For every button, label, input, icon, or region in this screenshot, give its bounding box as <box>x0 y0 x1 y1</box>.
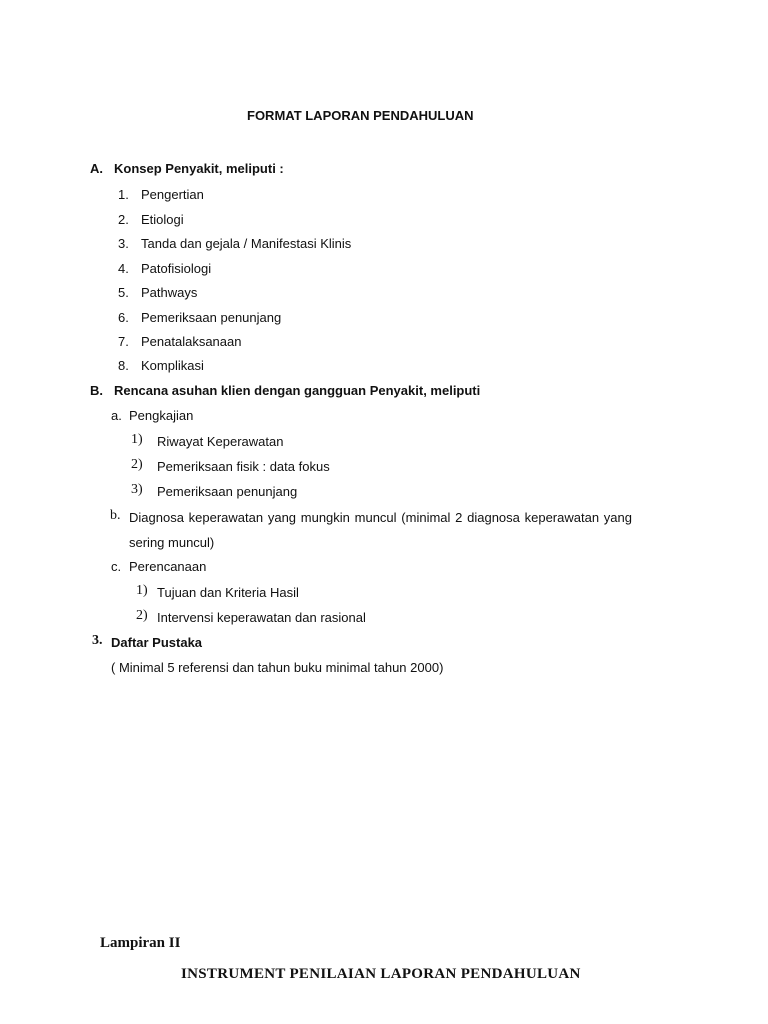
list-item: Penatalaksanaan <box>141 334 242 349</box>
sub-b-text-line2: sering muncul) <box>129 535 215 550</box>
list-item-number: 2. <box>118 212 129 227</box>
section-3-marker: 3. <box>92 633 103 648</box>
section-a-heading: Konsep Penyakit, meliputi : <box>114 161 284 176</box>
list-item: Etiologi <box>141 212 184 227</box>
list-item: Patofisiologi <box>141 261 212 276</box>
sub-c-text: Perencanaan <box>129 559 207 574</box>
sub-b-text-line1: Diagnosa keperawatan yang mungkin muncul (minimal 2 diagnosa keperawatan yang <box>129 510 632 525</box>
list-item-number: 3. <box>118 236 129 251</box>
list-item-number: 1) <box>131 432 143 447</box>
list-item-number: 4. <box>118 261 129 276</box>
list-item: Pemeriksaan penunjang <box>157 484 298 499</box>
list-item-number: 8. <box>118 358 129 373</box>
list-item-number: 1. <box>118 187 129 202</box>
sub-c-marker: c. <box>111 559 122 574</box>
lampiran-label: Lampiran II <box>100 935 181 951</box>
list-item: Komplikasi <box>141 358 204 373</box>
list-item: Riwayat Keperawatan <box>157 434 284 449</box>
list-item: Pathways <box>141 285 198 300</box>
sub-a-text: Pengkajian <box>129 408 194 423</box>
list-item: Pemeriksaan penunjang <box>141 310 282 325</box>
sub-b-marker: b. <box>110 508 121 523</box>
section-3-heading: Daftar Pustaka <box>111 635 203 650</box>
section-b-heading: Rencana asuhan klien dengan gangguan Penyakit, meliputi <box>114 383 481 398</box>
list-item: Pemeriksaan fisik : data fokus <box>157 459 330 474</box>
list-item-number: 7. <box>118 334 129 349</box>
list-item-number: 1) <box>136 583 148 598</box>
document-title: FORMAT LAPORAN PENDAHULUAN <box>247 108 474 123</box>
instrument-title: INSTRUMENT PENILAIAN LAPORAN PENDAHULUAN <box>181 966 581 982</box>
sub-a-marker: a. <box>111 408 122 423</box>
section-b-marker: B. <box>90 383 103 398</box>
list-item: Tujuan dan Kriteria Hasil <box>157 585 299 600</box>
list-item: Pengertian <box>141 187 204 202</box>
list-item-number: 6. <box>118 310 129 325</box>
list-item-number: 2) <box>136 608 148 623</box>
list-item-number: 2) <box>131 457 143 472</box>
list-item: Intervensi keperawatan dan rasional <box>157 610 366 625</box>
section-a-marker: A. <box>90 161 103 176</box>
list-item-number: 3) <box>131 482 143 497</box>
section-3-note: ( Minimal 5 referensi dan tahun buku minimal tahun 2000) <box>111 660 444 675</box>
list-item: Tanda dan gejala / Manifestasi Klinis <box>141 236 352 251</box>
list-item-number: 5. <box>118 285 129 300</box>
